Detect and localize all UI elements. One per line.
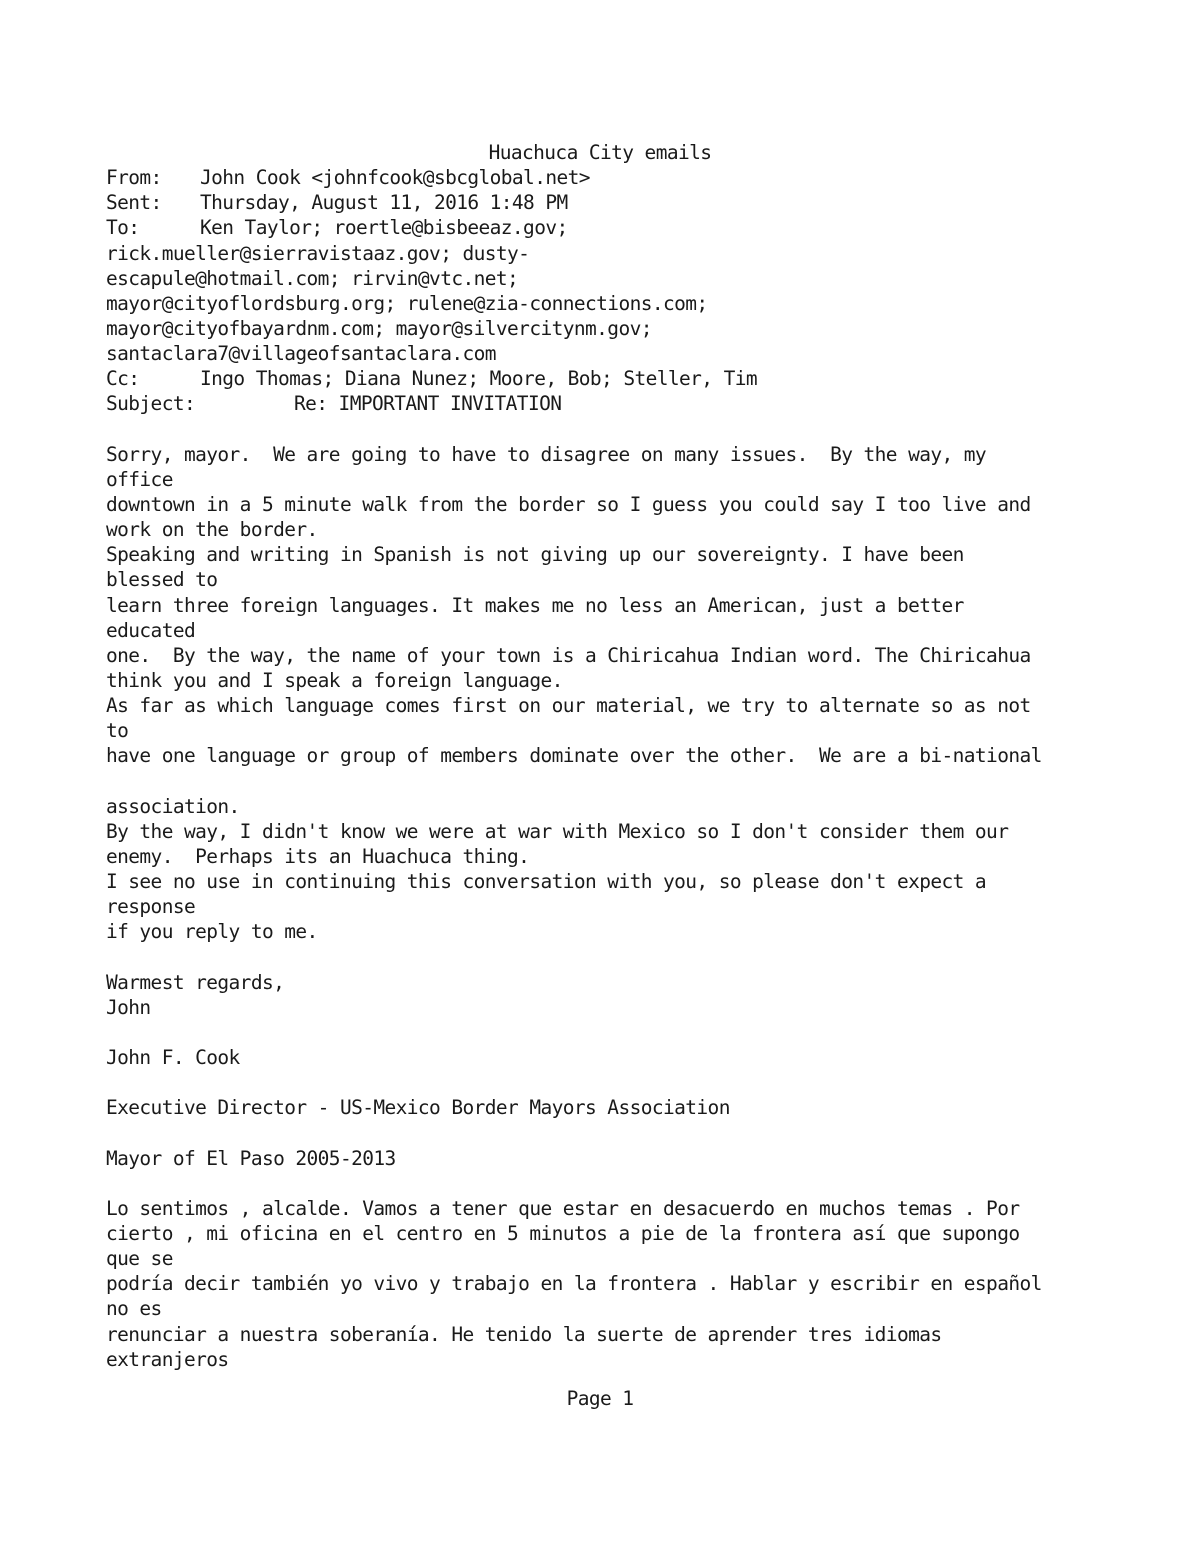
body-line: educated xyxy=(106,618,196,642)
from-label: From: xyxy=(106,166,162,190)
spanish-line: cierto , mi oficina en el centro en 5 minutos a pie de la frontera así que supongo xyxy=(106,1222,1020,1246)
to-recipients-line: rick.mueller@sierravistaaz.gov; dusty- xyxy=(106,241,530,265)
document-title: Huachuca City emails xyxy=(488,141,712,164)
to-recipients-line: santaclara7@villageofsantaclara.com xyxy=(106,342,496,366)
signature-former-title: Mayor of El Paso 2005-2013 xyxy=(106,1146,396,1170)
spanish-line: renunciar a nuestra soberanía. He tenido la suerte de aprender tres idiomas xyxy=(106,1322,942,1346)
to-recipients-line: mayor@cityoflordsburg.org; rulene@zia-connections.com; xyxy=(106,291,708,315)
to-recipients-line: Ken Taylor; roertle@bisbeeaz.gov; xyxy=(200,216,568,240)
sent-value: Thursday, August 11, 2016 1:48 PM xyxy=(200,191,568,215)
body-line: downtown in a 5 minute walk from the border so I guess you could say I too live and xyxy=(106,492,1031,516)
body-line: office xyxy=(106,467,173,491)
subject-row xyxy=(106,391,1126,416)
email-document xyxy=(106,140,1126,1372)
to-label: To: xyxy=(106,216,140,240)
spacer xyxy=(106,945,1126,970)
body-line: blessed to xyxy=(106,568,218,592)
closing-regards: Warmest regards, xyxy=(106,970,285,994)
body-line: response xyxy=(106,895,196,919)
body-line: association. xyxy=(106,794,240,818)
to-recipients-line: escapule@hotmail.com; rirvin@vtc.net; xyxy=(106,266,519,290)
from-value: John Cook <johnfcook@sbcglobal.net> xyxy=(200,166,590,190)
spanish-line: Lo sentimos , alcalde. Vamos a tener que estar en desacuerdo en muchos temas . Por xyxy=(106,1196,1020,1220)
cc-row xyxy=(106,366,1126,391)
body-line: enemy. Perhaps its an Huachuca thing. xyxy=(106,844,530,868)
spanish-line: podría decir también yo vivo y trabajo en la frontera . Hablar y escribir en español xyxy=(106,1272,1042,1296)
spanish-line: extranjeros xyxy=(106,1347,229,1371)
to-row xyxy=(106,215,1126,240)
body-line: By the way, I didn't know we were at war with Mexico so I don't consider them our xyxy=(106,819,1009,843)
body-line: work on the border. xyxy=(106,518,318,542)
body-line: I see no use in continuing this conversation with you, so please don't expect a xyxy=(106,870,987,894)
from-row xyxy=(106,165,1126,190)
spacer xyxy=(106,1020,1126,1045)
body-line: if you reply to me. xyxy=(106,920,318,944)
body-line xyxy=(106,769,1126,794)
to-recipients-line: mayor@cityofbayardnm.com; mayor@silvercitynm.gov; xyxy=(106,316,652,340)
sent-label: Sent: xyxy=(106,191,162,215)
body-line: As far as which language comes first on our material, we try to alternate so as not xyxy=(106,694,1031,718)
cc-value: Ingo Thomas; Diana Nunez; Moore, Bob; Steller, Tim xyxy=(200,367,757,391)
closing-first-name: John xyxy=(106,995,151,1019)
spacer xyxy=(106,1120,1126,1145)
body-line: one. By the way, the name of your town is a Chiricahua Indian word. The Chiricahua xyxy=(106,643,1031,667)
spacer xyxy=(106,417,1126,442)
body-line: learn three foreign languages. It makes me no less an American, just a better xyxy=(106,593,964,617)
body-line: Speaking and writing in Spanish is not giving up our sovereignty. I have been xyxy=(106,543,964,567)
page-number: Page 1 xyxy=(566,1387,634,1410)
title-row xyxy=(106,140,1126,165)
spanish-line: que se xyxy=(106,1247,173,1271)
spanish-line: no es xyxy=(106,1297,162,1321)
body-line: to xyxy=(106,719,129,743)
signature-position: Executive Director - US-Mexico Border Mayors Association xyxy=(106,1096,730,1120)
sent-row xyxy=(106,190,1126,215)
spacer xyxy=(106,1171,1126,1196)
subject-label: Subject: xyxy=(106,392,196,416)
subject-value: Re: IMPORTANT INVITATION xyxy=(294,392,562,416)
signature-name: John F. Cook xyxy=(106,1046,240,1070)
spacer xyxy=(106,1070,1126,1095)
body-line: have one language or group of members dominate over the other. We are a bi-national xyxy=(106,744,1042,768)
cc-label: Cc: xyxy=(106,367,140,391)
body-line: think you and I speak a foreign language. xyxy=(106,668,563,692)
body-line: Sorry, mayor. We are going to have to disagree on many issues. By the way, my xyxy=(106,442,987,466)
